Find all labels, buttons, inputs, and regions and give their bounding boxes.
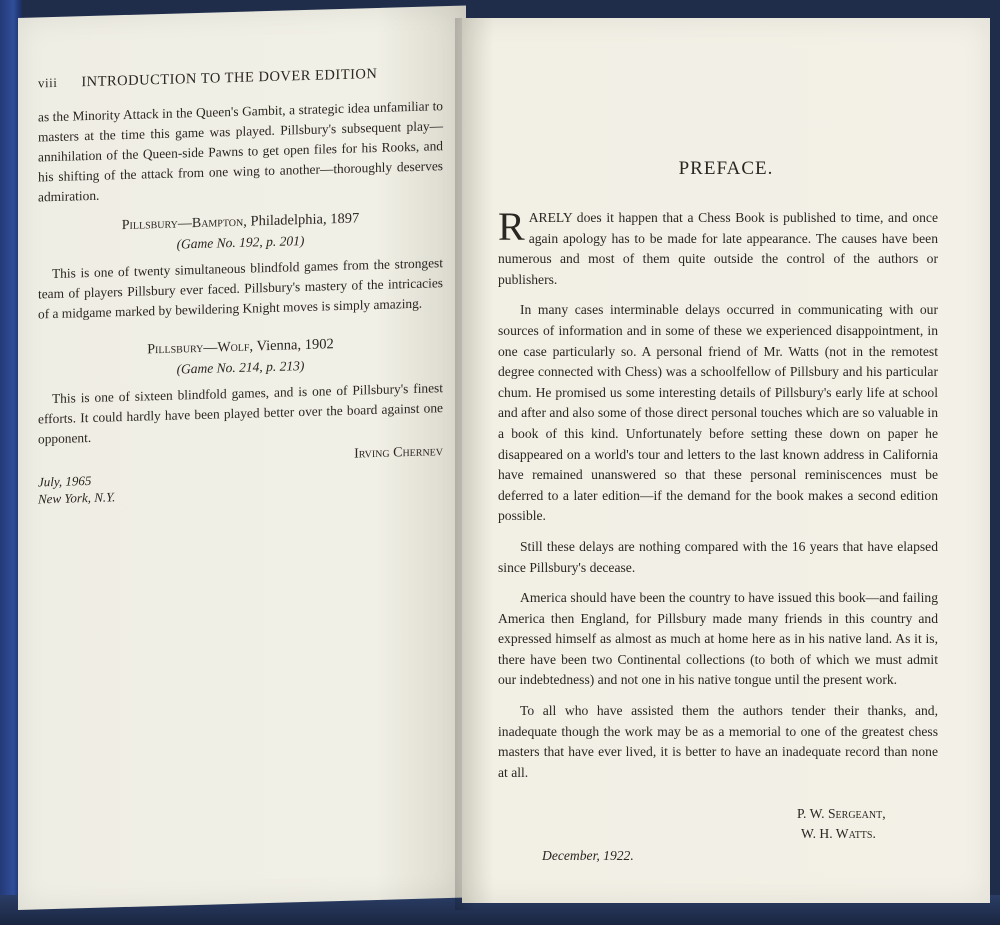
intro-paragraph-block xyxy=(38,96,443,207)
game2-text: This is one of sixteen blindfold games, and is one of Pillsbury's finest efforts. It could hardly have been played better over the board against one opponent. xyxy=(38,380,443,447)
running-head-title: INTRODUCTION TO THE DOVER EDITION xyxy=(81,65,378,91)
game2-place: , Vienna, 1902 xyxy=(249,336,334,355)
signer-2: W. H. Watts. xyxy=(801,826,876,841)
game1-ref: (Game No. 192, p. 201) xyxy=(176,232,305,252)
signature: Irving Chernev xyxy=(354,444,443,462)
game2-ref: (Game No. 214, p. 213) xyxy=(176,357,305,377)
date-line-1: July, 1965 xyxy=(38,472,92,490)
signers xyxy=(797,804,886,844)
right-page xyxy=(462,18,990,903)
game1-players: Pillsbury—Bampton xyxy=(121,214,244,234)
left-page xyxy=(18,5,466,910)
preface-paragraph-3: Still these delays are nothing compared with the 16 years that have elapsed since Pillsbury's decease. xyxy=(498,538,938,575)
game1-place: , Philadelphia, 1897 xyxy=(243,210,360,230)
preface-paragraph-1-text: ARELY does it happen that a Chess Book is published to time, and once again apology has to be made for late appearance. The causes have been numerous and most of them quite outside the control of the authors or publishers. xyxy=(498,210,938,287)
intro-paragraph: as the Minority Attack in the Queen's Gambit, a strategic idea unfamiliar to masters at the time this game was played. Pillsbury's subsequent play—annihilation of the Queen-side Pawns to get open files for his Rooks, and his shifting of the attack from one wing to another—thoroughly deserves admiration. xyxy=(38,98,443,205)
preface-body xyxy=(498,204,938,793)
preface-paragraph-5: To all who have assisted them the authors tender their thanks, and, inadequate though the work may be as a memorial to one of the greatest chess masters that have ever lived, it is better to have an inadequate record than none at all. xyxy=(498,703,938,780)
signer-1: P. W. Sergeant, xyxy=(797,806,886,821)
preface-paragraph-2: In many cases interminable delays occurred in communicating with our sources of information and in some of these we experienced disappointment, in one case particularly so. A personal friend of Mr. Watts (not in the remotest degree connected with Chess) was a schoolfellow of Pillsbury and his particular chum. He promised us some interesting details of Pillsbury's early life at school and after and also some of those direct personal touches which are so valuable in a book of this kind. Unfortunately before setting these down on paper he disappeared on a world's tour and letters to the last known address in California have remained unanswered so that these personal reminiscences must be deferred to a later edition—if the demand for the book makes a second edition possible. xyxy=(498,302,938,524)
preface-title: PREFACE. xyxy=(678,158,774,179)
preface-paragraph-1 xyxy=(498,204,938,290)
drop-cap: R xyxy=(498,204,525,249)
game1-block xyxy=(38,206,443,324)
game2-players: Pillsbury—Wolf xyxy=(147,339,250,358)
page-number: viii xyxy=(38,74,58,91)
game2-block xyxy=(38,331,443,507)
running-head xyxy=(38,66,377,92)
date-line-2: New York, N.Y. xyxy=(38,489,116,507)
game1-text: This is one of twenty simultaneous blindfold games from the strongest team of players Pillsbury ever faced. Pillsbury's mastery of the intricacies of a midgame marked by bewildering Knight moves is simply amazing. xyxy=(38,255,443,322)
preface-paragraph-4: America should have been the country to have issued this book—and failing America then England, for Pillsbury made many friends in this country and expressed himself as almost as much at home here as in his native land. As it is, there have been two Continental collections (to both of which we must admit our indebtedness) and not one in his native tongue until the present work. xyxy=(498,590,938,688)
preface-date: December, 1922. xyxy=(542,848,634,863)
